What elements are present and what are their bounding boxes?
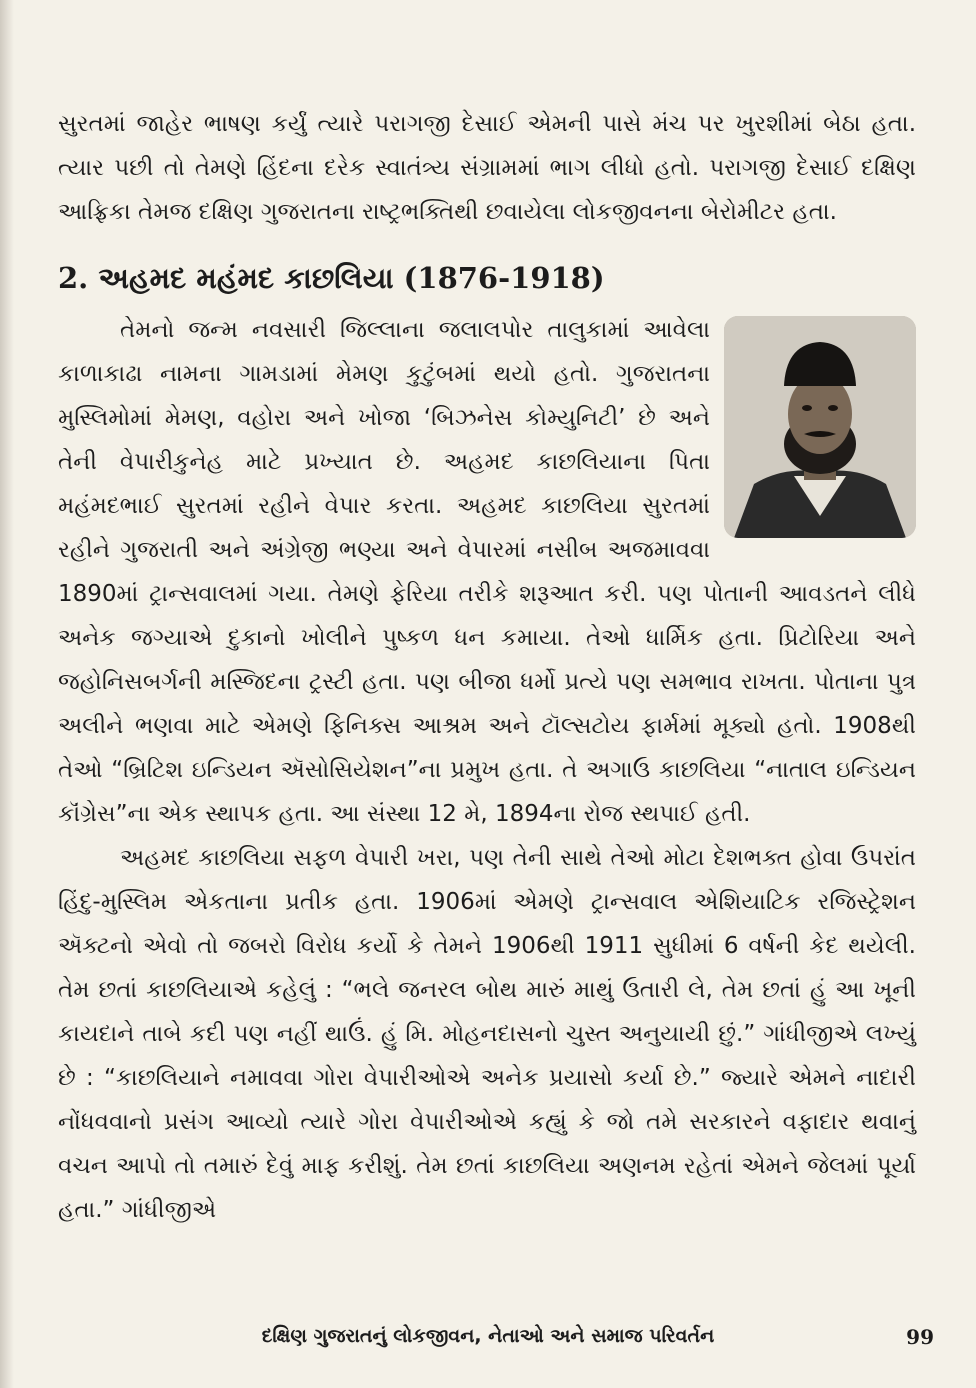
intro-paragraph: સુરતમાં જાહેર ભાષણ કર્યું ત્યારે પરાગજી દેસાઈ એમની પાસે મંચ પર ખુરશીમાં બેઠા હતા. ત્યાર પછી તો તેમણે હિંદના દરેક સ્વાતંત્ર્ય સંગ્રામમાં ભાગ લીધો હતો. પરાગજી દેસાઈ દક્ષિણ આફ્રિકા તેમજ દક્ષિણ ગુજરાતના રાષ્ટ્રભક્તિથી છવાયેલા લોકજીવનના બેરોમીટર હતા. bbox=[58, 111, 917, 225]
portrait-photo bbox=[724, 316, 916, 538]
section-heading: 2. અહમદ મહંમદ કાછલિયા (1876-1918) bbox=[58, 261, 605, 295]
page-content bbox=[58, 102, 916, 1232]
section-paragraph-1: તેમનો જન્મ નવસારી જિલ્લાના જલાલપોર તાલુકામાં આવેલા કાળાકાઢા નામના ગામડામાં મેમણ કુટુંબમાં થયો હતો. ગુજરાતના મુસ્લિમોમાં મેમણ, વહોરા અને ખોજા ‘બિઝનેસ કોમ્યુનિટી’ છે અને તેની વેપારીકુનેહ માટે પ્રખ્યાત છે. અહમદ કાછલિયાના પિતા મહંમદભાઈ સુરતમાં રહીને વેપાર કરતા. અહમદ કાછલિયા સુરતમાં રહીને ગુજરાતી અને અંગ્રેજી ભણ્યા અને વેપારમાં નસીબ અજમાવવા 1890માં ટ્રાન્સવાલમાં ગયા. તેમણે ફેરિયા તરીકે શરૂઆત કરી. પણ પોતાની આવડતને લીધે અનેક જગ્યાએ દુકાનો ખોલીને પુષ્કળ ધન કમાયા. તેઓ ધાર્મિક હતા. પ્રિટોરિયા અને જહોનિસબર્ગની મસ્જિદના ટ્રસ્ટી હતા. પણ બીજા ધર્મો પ્રત્યે પણ સમભાવ રાખતા. પોતાના પુત્ર અલીને ભણવા માટે એમણે ફિનિક્સ આશ્રમ અને ટૉલ્સટોય ફાર્મમાં મૂક્યો હતો. 1908થી તેઓ “બ્રિટિશ ઇન્ડિયન ઍસોસિયેશન”ના પ્રમુખ હતા. તે અગાઉ કાછલિયા “નાતાલ ઇન્ડિયન કૉંગ્રેસ”ના એક સ્થાપક હતા. આ સંસ્થા 12 મે, 1894ના રોજ સ્થપાઈ હતી. bbox=[58, 317, 916, 827]
section-paragraph-2: અહમદ કાછલિયા સફળ વેપારી ખરા, પણ તેની સાથે તેઓ મોટા દેશભક્ત હોવા ઉપરાંત હિંદુ-મુસ્લિમ એકતાના પ્રતીક હતા. 1906માં એમણે ટ્રાન્સવાલ એશિયાટિક રજિસ્ટ્રેશન ઍક્ટનો એવો તો જબરો વિરોધ કર્યો કે તેમને 1906થી 1911 સુધીમાં 6 વર્ષની કેદ થયેલી. તેમ છતાં કાછલિયાએ કહેલું : “ભલે જનરલ બોથ મારું માથું ઉતારી લે, તેમ છતાં હું આ ખૂની કાયદાને તાબે કદી પણ નહીં થાઉં. હું મિ. મોહનદાસનો ચુસ્ત અનુયાયી છું.” ગાંધીજીએ લખ્યું છે : “કાછલિયાને નમાવવા ગોરા વેપારીઓએ અનેક પ્રયાસો કર્યા છે.” જ્યારે એમને નાદારી નોંધવવાનો પ્રસંગ આવ્યો ત્યારે ગોરા વેપારીઓએ કહ્યું કે જો તમે સરકારને વફાદાર થવાનું વચન આપો તો તમારું દેવું માફ કરીશું. તેમ છતાં કાછલિયા અણનમ રહેતાં એમને જેલમાં પૂર્યા હતા.” ગાંધીજીએ bbox=[58, 845, 916, 1223]
page-edge bbox=[0, 0, 14, 1388]
page-number: 99 bbox=[906, 1325, 934, 1349]
page-footer bbox=[0, 1325, 976, 1365]
footer-book-title: દક્ષિણ ગુજરાતનું લોકજીવન, નેતાઓ અને સમાજ પરિવર્તન bbox=[261, 1325, 715, 1347]
